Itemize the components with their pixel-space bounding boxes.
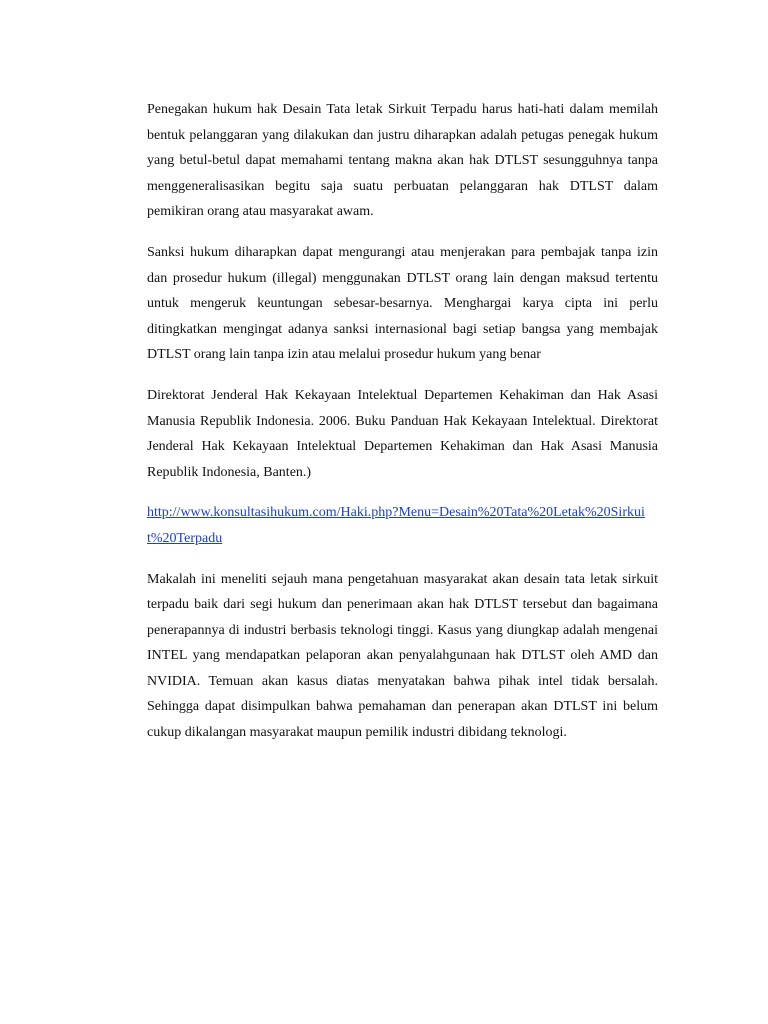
paragraph-abstract: Makalah ini meneliti sejauh mana pengetahuan masyarakat akan desain tata letak sirkuit terpadu baik dari segi hukum dan penerimaan akan hak DTLST tersebut dan bagaimana penerapannya di industri berbasis teknologi tinggi. Kasus yang diungkap adalah mengenai INTEL yang mendapatkan pelaporan akan penyalahgunaan hak DTLST oleh AMD dan NVIDIA. Temuan akan kasus diatas menyatakan bahwa pihak intel tidak bersalah. Sehingga dapat disimpulkan bahwa pemahaman dan penerapan akan DTLST ini belum cukup dikalangan masyarakat maupun pemilik industri dibidang teknologi. [147, 571, 658, 741]
reference-link[interactable]: http://www.konsultasihukum.com/Haki.php?Menu=Desain%20Tata%20Letak%20Sirkuit%20Terpadu [147, 505, 645, 546]
paragraph-reference: Direktorat Jenderal Hak Kekayaan Intelektual Departemen Kehakiman dan Hak Asasi Manusia Republik Indonesia. 2006. Buku Panduan Hak Kekayaan Intelektual. Direktorat Jenderal Hak Kekayaan Intelektual Departemen Kehakiman dan Hak Asasi Manusia Republik Indonesia, Banten.) [147, 387, 658, 480]
paragraph-sanctions: Sanksi hukum diharapkan dapat mengurangi atau menjerakan para pembajak tanpa izin dan prosedur hukum (illegal) menggunakan DTLST orang lain dengan maksud tertentu untuk mengeruk keuntungan sebesar-besarnya. Menghargai karya cipta ini perlu ditingkatkan mengingat adanya sanksi internasional bagi setiap bangsa yang membajak DTLST orang lain tanpa izin atau melalui prosedur hukum yang benar [147, 244, 658, 363]
paragraph-enforcement: Penegakan hukum hak Desain Tata letak Sirkuit Terpadu harus hati-hati dalam memilah bentuk pelanggaran yang dilakukan dan justru diharapkan adalah petugas penegak hukum yang betul-betul dapat memahami tentang makna akan hak DTLST sesungguhnya tanpa menggeneralisasikan begitu saja suatu perbuatan pelanggaran hak DTLST dalam pemikiran orang atau masyarakat awam. [147, 102, 658, 220]
document-body [147, 97, 658, 761]
